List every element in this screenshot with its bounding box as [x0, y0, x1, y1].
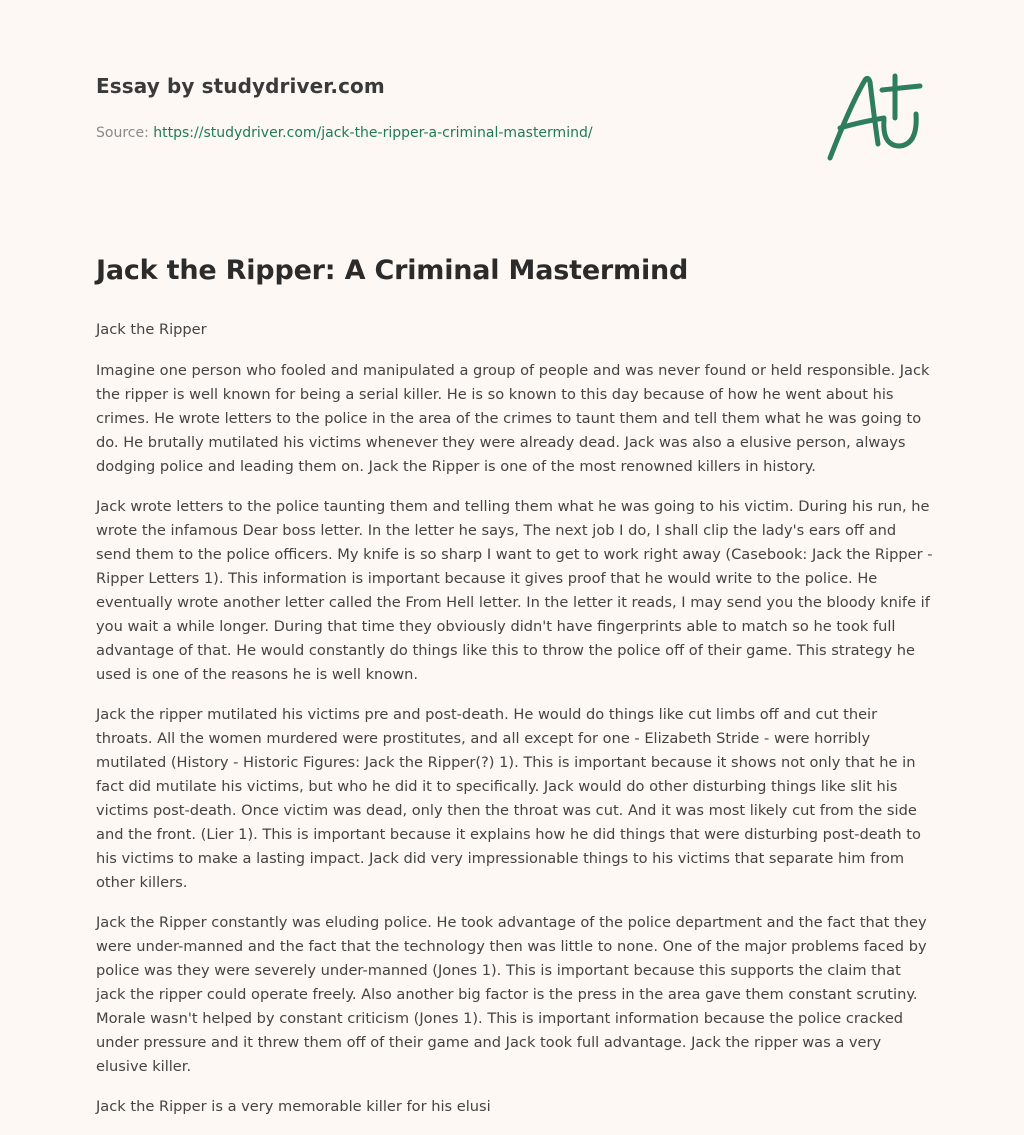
a-plus-logo	[820, 66, 930, 166]
site-brand: Essay by studydriver.com	[96, 74, 385, 98]
essay-paragraph: Imagine one person who fooled and manipulated a group of people and was never found or held responsible. Jack the ripper is well known for being a serial killer. He is so known to this day because of how he went about his crimes. He wrote letters to the police in the area of the crimes to taunt them and tell them what he was going to do. He brutally mutilated his victims whenever they were already dead. Jack was also a elusive person, always dodging police and leading them on. Jack the Ripper is one of the most renowned killers in history.	[96, 362, 930, 475]
source-line	[96, 125, 796, 141]
essay-paragraph: Jack wrote letters to the police taunting them and telling them what he was going to his victim. During his run, he wrote the infamous Dear boss letter. In the letter he says, The next job I do, I shall clip the lady's ears off and send them to the police officers. My knife is so sharp I want to get to work right away (Casebook: Jack the Ripper - Ripper Letters 1). This information is important because it gives proof that he would write to the police. He eventually wrote another letter called the From Hell letter. In the letter it reads, I may send you the bloody knife if you wait a while longer. During that time they obviously didn't have fingerprints able to match so he took full advantage of that. He would constantly do things like this to throw the police off of their game. This strategy he used is one of the reasons he is well known.	[96, 498, 933, 683]
essay-subtitle: Jack the Ripper	[96, 321, 207, 338]
essay-body	[96, 318, 934, 1135]
source-link[interactable]: https://studydriver.com/jack-the-ripper-a-criminal-mastermind/	[153, 125, 593, 141]
source-label: Source:	[96, 125, 154, 141]
essay-paragraph: Jack the Ripper is a very memorable killer for his elusi	[96, 1098, 491, 1115]
essay-paragraph: Jack the ripper mutilated his victims pre and post-death. He would do things like cut limbs off and cut their throats. All the women murdered were prostitutes, and all except for one - Elizabeth Stride - were horribly mutilated (History - Historic Figures: Jack the Ripper(?) 1). This is important because it shows not only that he in fact did mutilate his victims, but who he did it to specifically. Jack would do other disturbing things like slit his victims post-death. Once victim was dead, only then the throat was cut. And it was most likely cut from the side and the front. (Lier 1). This is important because it explains how he did things that were disturbing post-death to his victims to make a lasting impact. Jack did very impressionable things to his victims that separate him from other killers.	[96, 706, 921, 891]
essay-paragraph: Jack the Ripper constantly was eluding police. He took advantage of the police department and the fact that they were under-manned and the fact that the technology then was little to none. One of the major problems faced by police was they were severely under-manned (Jones 1). This is important because this supports the claim that jack the ripper could operate freely. Also another big factor is the press in the area gave them constant scrutiny. Morale wasn't helped by constant criticism (Jones 1). This is important information because the police cracked under pressure and it threw them off of their game and Jack took full advantage. Jack the ripper was a very elusive killer.	[96, 914, 927, 1075]
essay-title: Jack the Ripper: A Criminal Mastermind	[96, 255, 689, 286]
page-header	[96, 74, 796, 141]
